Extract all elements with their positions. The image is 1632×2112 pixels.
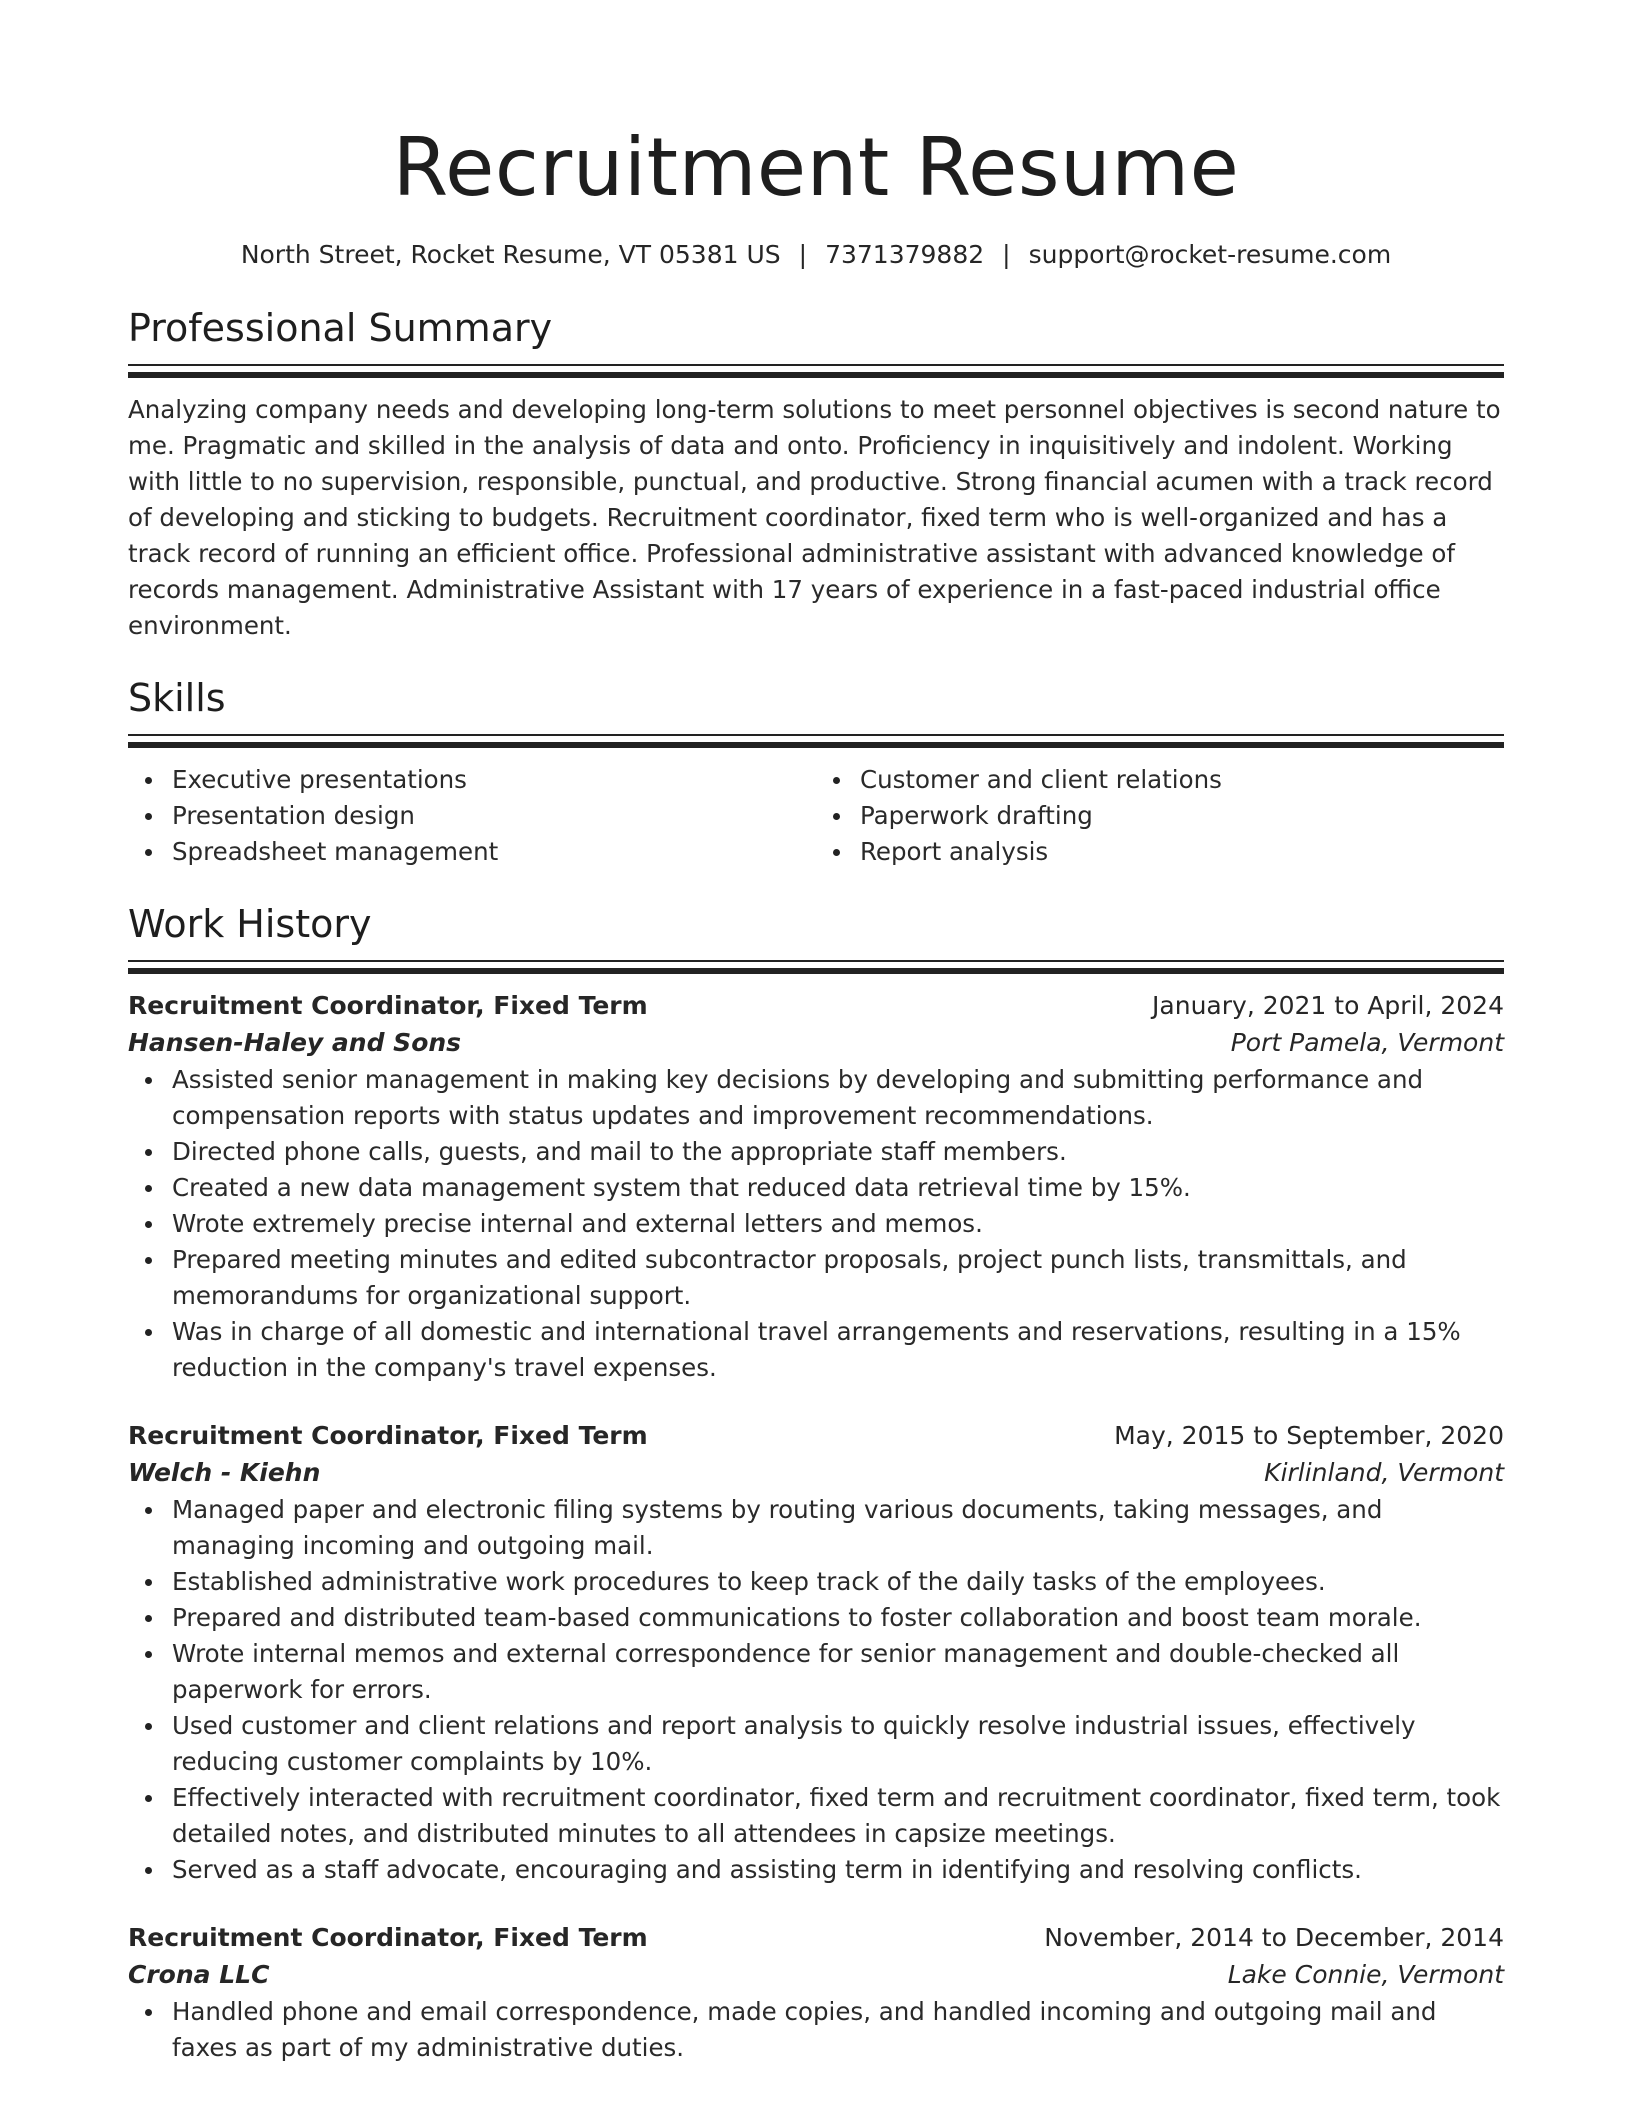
job-duty-item: Assisted senior management in making key decisions by developing and submitting performance and compensation reports with status updates and improvement recommendations. (172, 1062, 1504, 1134)
skill-item: Customer and client relations (860, 762, 1504, 798)
contact-separator: | (1002, 240, 1011, 269)
job-dates: January, 2021 to April, 2024 (1152, 991, 1504, 1020)
job-duty-item: Handled phone and email correspondence, made copies, and handled incoming and outgoing mail and faxes as part of my administrative duties. (172, 1994, 1504, 2066)
contact-separator: | (798, 240, 808, 269)
section-divider (128, 734, 1504, 748)
job-header (128, 1418, 1504, 1454)
skills-section (128, 674, 1504, 870)
job-title: Recruitment Coordinator, Fixed Term (128, 991, 648, 1020)
job-entry (128, 988, 1504, 1386)
section-divider (128, 960, 1504, 974)
skill-item: Executive presentations (172, 762, 816, 798)
summary-section (128, 304, 1504, 644)
job-entry (128, 1920, 1504, 2066)
job-duty-item: Wrote extremely precise internal and external letters and memos. (172, 1206, 1504, 1242)
job-entry (128, 1418, 1504, 1888)
contact-address: North Street, Rocket Resume, VT 05381 US (240, 240, 781, 269)
job-duty-item: Used customer and client relations and report analysis to quickly resolve industrial issues, effectively reducing customer complaints by 10%. (172, 1708, 1504, 1780)
work-history-section (128, 900, 1504, 2066)
summary-text: Analyzing company needs and developing long-term solutions to meet personnel objectives is second nature to me. Pragmatic and skilled in the analysis of data and onto. Proficiency in inquisitively and indolent. Working with little to no supervision, responsible, punctual, and productive. Strong financial acumen with a track record of developing and sticking to budgets. Recruitment coordinator, fixed term who is well-organized and has a track record of running an efficient office. Professional administrative assistant with advanced knowledge of records management. Administrative Assistant with 17 years of experience in a fast-paced industrial office environment. (128, 395, 1501, 640)
job-location: Port Pamela, Vermont (1230, 1028, 1504, 1057)
job-company: Hansen-Haley and Sons (128, 1028, 462, 1057)
job-location: Kirlinland, Vermont (1264, 1458, 1504, 1487)
job-duty-item: Was in charge of all domestic and international travel arrangements and reservations, resulting in a 15% reduction in the company's travel expenses. (172, 1314, 1504, 1386)
job-company: Welch - Kiehn (128, 1458, 321, 1487)
section-title-summary: Professional Summary (128, 306, 553, 350)
job-subheader (128, 1024, 1504, 1062)
job-duties (128, 1994, 1504, 2066)
skills-column-left (128, 762, 816, 870)
job-duty-item: Wrote internal memos and external correspondence for senior management and double-checked all paperwork for errors. (172, 1636, 1504, 1708)
job-dates: May, 2015 to September, 2020 (1114, 1421, 1504, 1450)
job-company: Crona LLC (128, 1960, 270, 1989)
section-title-work-history: Work History (128, 902, 372, 946)
job-subheader (128, 1956, 1504, 1994)
section-divider (128, 364, 1504, 378)
skills-column-right (816, 762, 1504, 870)
resume-name: Recruitment Resume (392, 121, 1240, 214)
job-header (128, 988, 1504, 1024)
job-duty-item: Prepared meeting minutes and edited subcontractor proposals, project punch lists, transmittals, and memorandums for organizational support. (172, 1242, 1504, 1314)
job-dates: November, 2014 to December, 2014 (1044, 1923, 1504, 1952)
job-duty-item: Directed phone calls, guests, and mail to the appropriate staff members. (172, 1134, 1504, 1170)
job-duty-item: Established administrative work procedures to keep track of the daily tasks of the employees. (172, 1564, 1504, 1600)
job-duty-item: Served as a staff advocate, encouraging and assisting term in identifying and resolving conflicts. (172, 1852, 1504, 1888)
job-header (128, 1920, 1504, 1956)
job-duty-item: Created a new data management system that reduced data retrieval time by 15%. (172, 1170, 1504, 1206)
section-title-skills: Skills (128, 676, 226, 720)
skill-item: Spreadsheet management (172, 834, 816, 870)
skill-item: Report analysis (860, 834, 1504, 870)
job-duty-item: Managed paper and electronic filing systems by routing various documents, taking messages, and managing incoming and outgoing mail. (172, 1492, 1504, 1564)
job-title: Recruitment Coordinator, Fixed Term (128, 1421, 648, 1450)
job-title: Recruitment Coordinator, Fixed Term (128, 1923, 648, 1952)
skills-list (128, 762, 1504, 870)
contact-phone[interactable]: 7371379882 (825, 240, 985, 269)
skill-item: Presentation design (172, 798, 816, 834)
job-duty-item: Prepared and distributed team-based communications to foster collaboration and boost team morale. (172, 1600, 1504, 1636)
job-duty-item: Effectively interacted with recruitment coordinator, fixed term and recruitment coordinator, fixed term, took detailed notes, and distributed minutes to all attendees in capsize meetings. (172, 1780, 1504, 1852)
job-location: Lake Connie, Vermont (1227, 1960, 1504, 1989)
job-duties (128, 1062, 1504, 1386)
skill-item: Paperwork drafting (860, 798, 1504, 834)
job-duties (128, 1492, 1504, 1888)
contact-line (128, 238, 1504, 272)
job-subheader (128, 1454, 1504, 1492)
contact-email[interactable]: support@rocket-resume.com (1028, 240, 1392, 269)
